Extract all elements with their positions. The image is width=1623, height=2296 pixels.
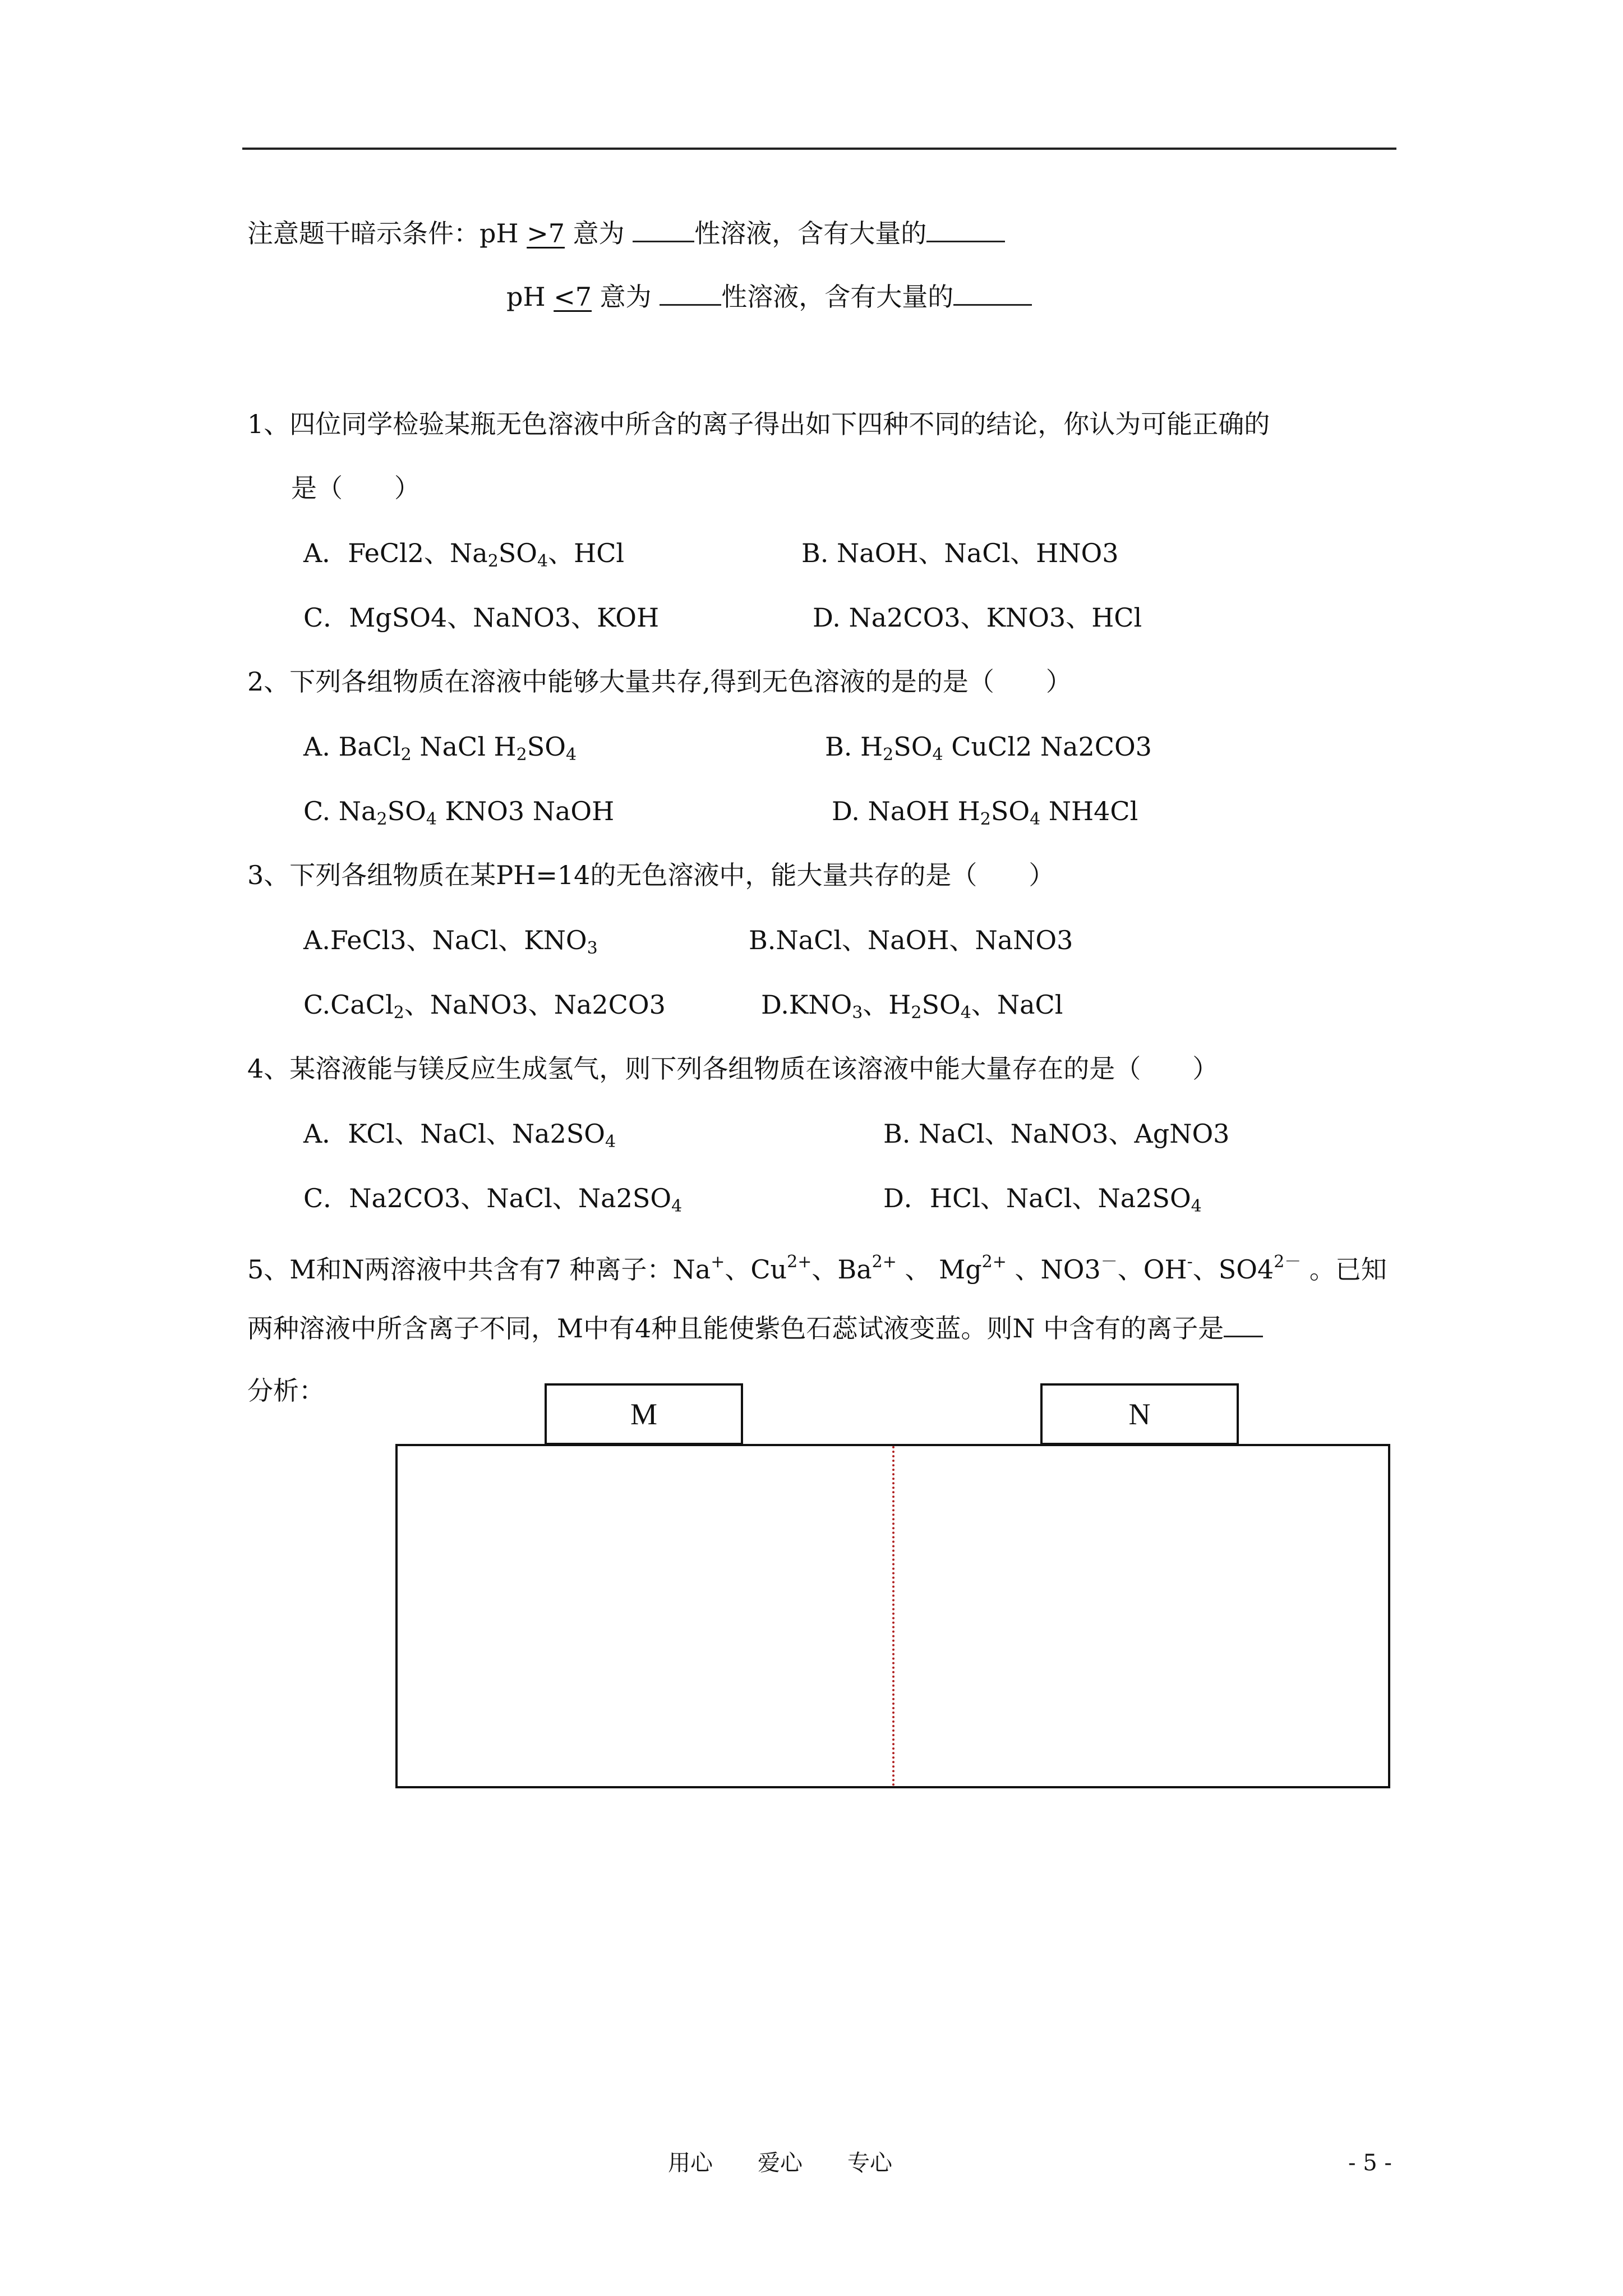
q3-option-d: $D.KNO_3$、$H_2SO_4$、NaCl [761, 990, 1063, 1023]
q1-option-c: C．MgSO4、NaNO3、KOH [303, 602, 660, 633]
q2-option-b: B. $H_2SO_4$ CuCl2 Na2CO3 [825, 731, 1152, 765]
answer-blank [660, 278, 721, 306]
q4-option-d: D．HCl、NaCl、$Na2SO_4$ [883, 1183, 1202, 1216]
q5-analysis-label: 分析： [247, 1375, 325, 1406]
q1-stem-cont: 是（ ） [291, 473, 420, 503]
q3-option-b: B.NaCl、NaOH、NaNO3 [749, 925, 1073, 955]
answer-blank [633, 215, 694, 242]
q4-option-b: B. NaCl、NaNO3、AgNO3 [883, 1119, 1230, 1149]
q5-stem-cont: 两种溶液中所含离子不同，M中有4种且能使紫色石蕊试液变蓝。则N 中含有的离子是 [247, 1310, 1263, 1345]
q2-option-a: A. BaCl$_2$ NaCl $H_2SO_4$ [303, 731, 577, 765]
hint-line-1: 注意题干暗示条件：pH >7 意为 性溶液，含有大量的 [247, 215, 1005, 250]
q1-stem: 1、四位同学检验某瓶无色溶液中所含的离子得出如下四种不同的结论，你认为可能正确的 [247, 409, 1270, 439]
q2-stem: 2、下列各组物质在溶液中能够大量共存,得到无色溶液的是的是（ ） [247, 666, 1072, 697]
answer-blank [953, 278, 1032, 306]
page-number: - 5 - [1348, 2150, 1392, 2176]
q1-option-b: B. NaOH、NaCl、HNO3 [801, 538, 1119, 568]
q1-option-d: D. Na2CO3、KNO3、HCl [813, 602, 1142, 633]
answer-blank [926, 215, 1005, 242]
solution-m-label: M [545, 1383, 743, 1445]
q1-option-a: A．FeCl2、$Na_2SO_4$、HCl [303, 538, 625, 571]
q2-option-c: C. $Na_2SO_4$ KNO3 NaOH [303, 796, 615, 829]
q4-stem: 4、某溶液能与镁反应生成氢气，则下列各组物质在该溶液中能大量存在的是（ ） [247, 1053, 1219, 1084]
hint-condition-1: >7 [527, 218, 565, 249]
q4-option-c: C．Na2CO3、NaCl、$Na2SO_4$ [303, 1183, 683, 1216]
header-rule [242, 148, 1396, 150]
q4-option-a: A．KCl、NaCl、$Na2SO_4$ [303, 1119, 616, 1152]
answer-blank [1224, 1310, 1263, 1337]
q5-stem: 5、M和N两溶液中共含有7 种离子：Na+、$Cu^{2+}$、$Ba^{2+}$ 、 $Mg^{2+}$ 、NO3－、OH-、$SO4^{2-}$ 。已知 [247, 1252, 1387, 1285]
hint-line-2: pH <7 意为 性溶液，含有大量的 [506, 278, 1032, 314]
q3-option-c: C.CaCl$_2$、NaNO3、Na2CO3 [303, 990, 666, 1023]
q3-option-a: A.FeCl3、NaCl、$KNO_3$ [303, 925, 598, 958]
solution-n-label: N [1040, 1383, 1239, 1445]
hint-condition-2: <7 [554, 282, 592, 312]
footer-motto: 用心 爱心 专心 [668, 2150, 892, 2176]
analysis-divider [892, 1446, 895, 1786]
q3-stem: 3、下列各组物质在某PH=14的无色溶液中，能大量共存的是（ ） [247, 860, 1055, 890]
q2-option-d: D. NaOH $H_2SO_4$ NH4Cl [832, 796, 1138, 829]
